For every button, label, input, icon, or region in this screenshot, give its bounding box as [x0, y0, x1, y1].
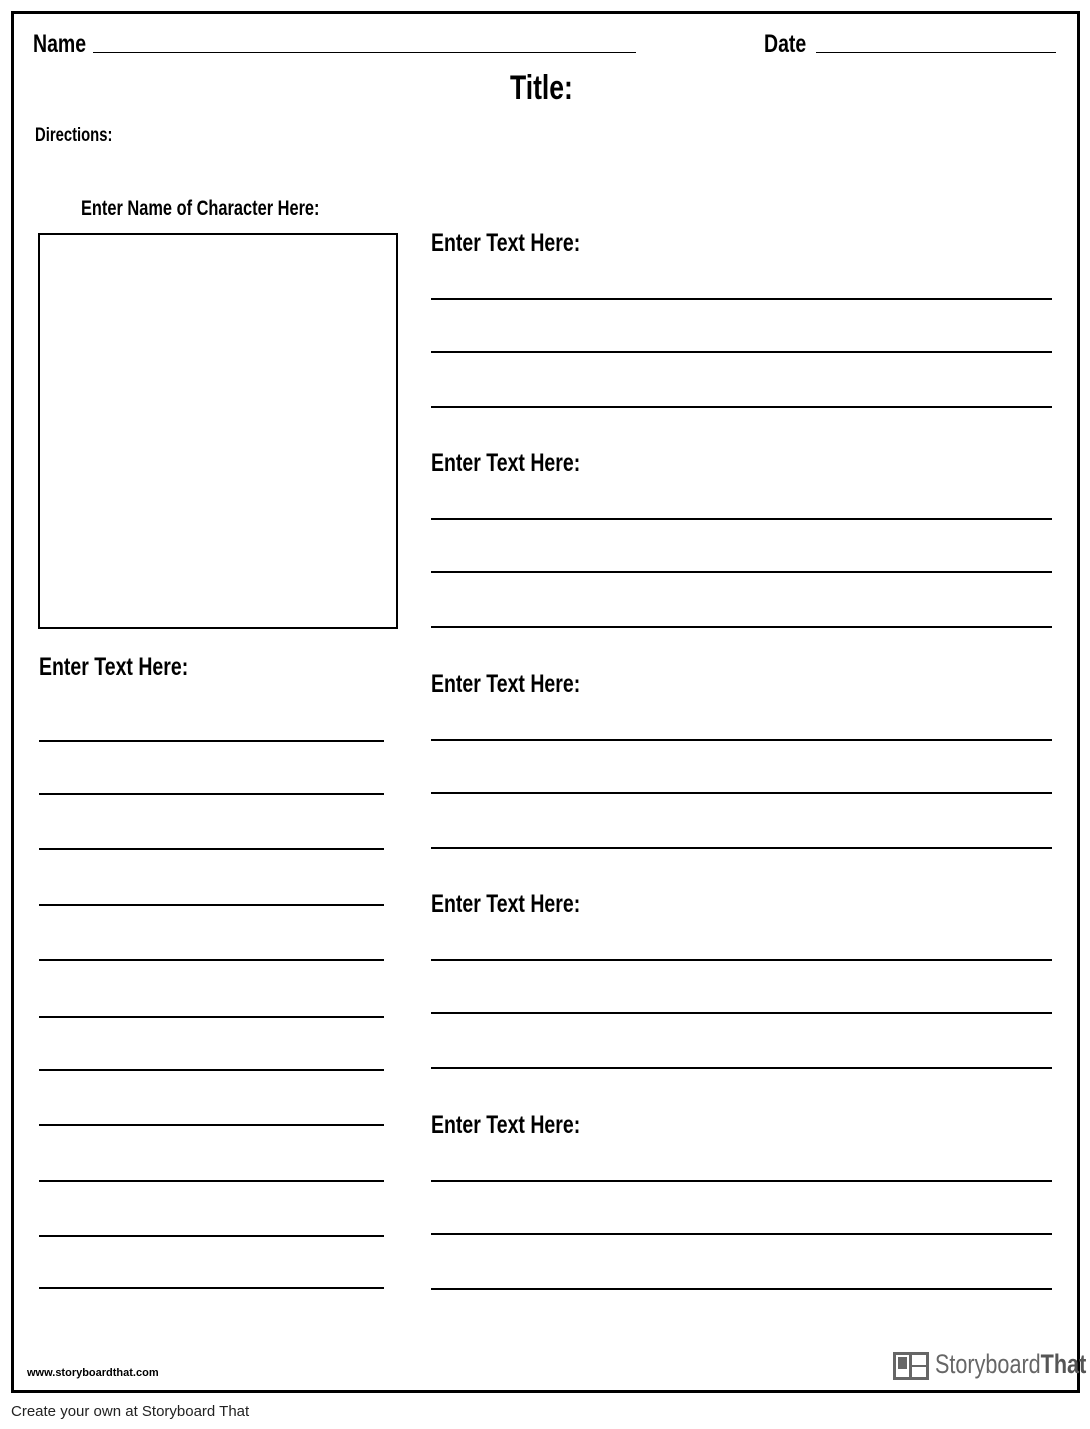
footer-credit: Create your own at Storyboard That — [11, 1403, 250, 1420]
right-section-heading: Enter Text Here: — [431, 1111, 581, 1139]
writing-line[interactable] — [39, 740, 384, 742]
right-section-heading: Enter Text Here: — [431, 449, 581, 477]
writing-line[interactable] — [39, 1069, 384, 1071]
directions-label: Directions: — [35, 125, 113, 146]
writing-line[interactable] — [431, 298, 1052, 300]
name-field-line[interactable] — [93, 52, 636, 53]
left-section-heading: Enter Text Here: — [39, 653, 189, 681]
name-label: Name — [33, 30, 87, 58]
date-field-line[interactable] — [816, 52, 1056, 53]
website-url: www.storyboardthat.com — [27, 1367, 159, 1379]
right-section-heading: Enter Text Here: — [431, 890, 581, 918]
writing-line[interactable] — [431, 1180, 1052, 1182]
writing-line[interactable] — [39, 904, 384, 906]
writing-line[interactable] — [39, 848, 384, 850]
writing-line[interactable] — [39, 793, 384, 795]
storyboard-logo-text: StoryboardThat — [935, 1349, 1087, 1379]
right-section-heading: Enter Text Here: — [431, 670, 581, 698]
writing-line[interactable] — [39, 959, 384, 961]
character-portrait-box[interactable] — [38, 233, 398, 629]
writing-line[interactable] — [431, 739, 1052, 741]
writing-line[interactable] — [431, 571, 1052, 573]
writing-line[interactable] — [431, 626, 1052, 628]
writing-line[interactable] — [431, 1067, 1052, 1069]
storyboard-logo-icon — [893, 1352, 929, 1380]
writing-line[interactable] — [431, 1233, 1052, 1235]
writing-line[interactable] — [431, 518, 1052, 520]
right-section-heading: Enter Text Here: — [431, 229, 581, 257]
writing-line[interactable] — [39, 1016, 384, 1018]
writing-line[interactable] — [39, 1287, 384, 1289]
writing-line[interactable] — [431, 959, 1052, 961]
writing-line[interactable] — [39, 1180, 384, 1182]
writing-line[interactable] — [431, 847, 1052, 849]
writing-line[interactable] — [39, 1124, 384, 1126]
character-name-prompt: Enter Name of Character Here: — [81, 197, 320, 220]
writing-line[interactable] — [431, 1288, 1052, 1290]
writing-line[interactable] — [431, 351, 1052, 353]
writing-line[interactable] — [39, 1235, 384, 1237]
writing-line[interactable] — [431, 792, 1052, 794]
writing-line[interactable] — [431, 1012, 1052, 1014]
page-title: Title: — [510, 69, 573, 107]
writing-line[interactable] — [431, 406, 1052, 408]
date-label: Date — [764, 30, 807, 58]
